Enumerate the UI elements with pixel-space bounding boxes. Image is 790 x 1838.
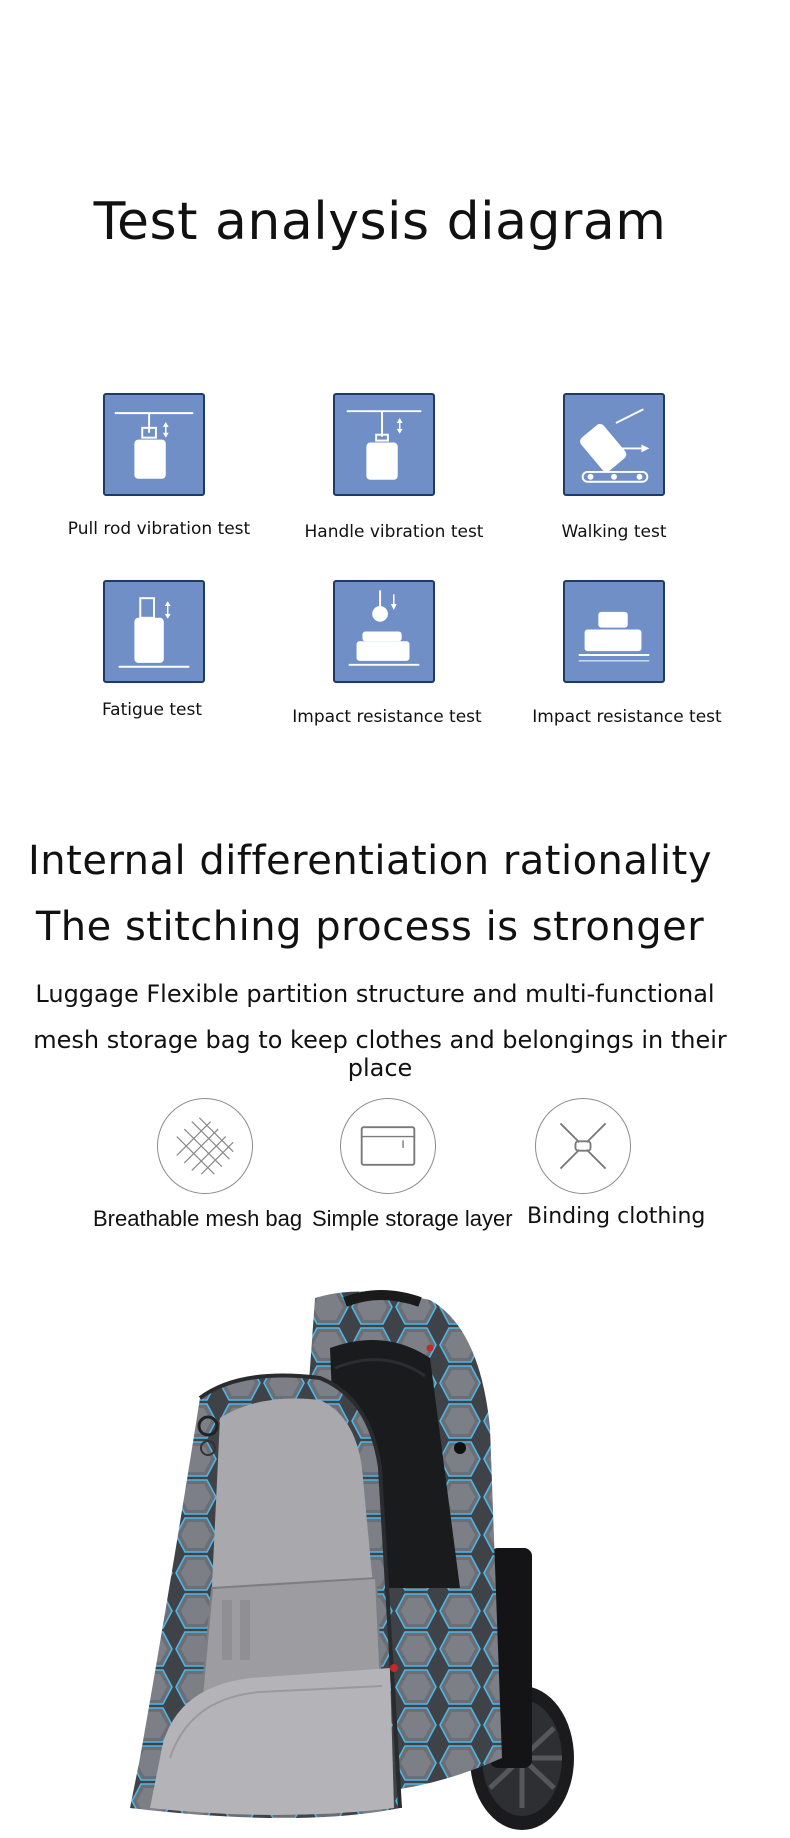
fatigue-test-icon (103, 580, 205, 683)
test-section-title: Test analysis diagram (93, 192, 667, 252)
storage-layer-icon (340, 1098, 436, 1194)
interior-description-2: mesh storage bag to keep clothes and belongings in their place (33, 1026, 727, 1082)
pull-rod-vibration-icon (103, 393, 205, 496)
test-label: Fatigue test (101, 700, 203, 720)
backpack-product-image (130, 1288, 590, 1834)
test-label: Walking test (561, 522, 667, 542)
binding-straps-icon (535, 1098, 631, 1194)
mesh-bag-icon (157, 1098, 253, 1194)
interior-headline-2: The stitching process is stronger (35, 904, 705, 950)
feature-label: Breathable mesh bag (93, 1206, 303, 1231)
interior-headline-1: Internal differentiation rationality (28, 838, 712, 884)
impact-resistance-drop-icon (333, 580, 435, 683)
test-label: Impact resistance test (532, 707, 722, 727)
interior-description-1: Luggage Flexible partition structure and multi-functional (35, 980, 715, 1008)
handle-vibration-icon (333, 393, 435, 496)
walking-test-icon (563, 393, 665, 496)
test-label: Impact resistance test (292, 707, 482, 727)
test-label: Handle vibration test (304, 522, 484, 542)
test-label: Pull rod vibration test (67, 519, 251, 539)
feature-label: Binding clothing (527, 1204, 706, 1229)
impact-resistance-press-icon (563, 580, 665, 683)
feature-label: Simple storage layer (312, 1206, 513, 1231)
